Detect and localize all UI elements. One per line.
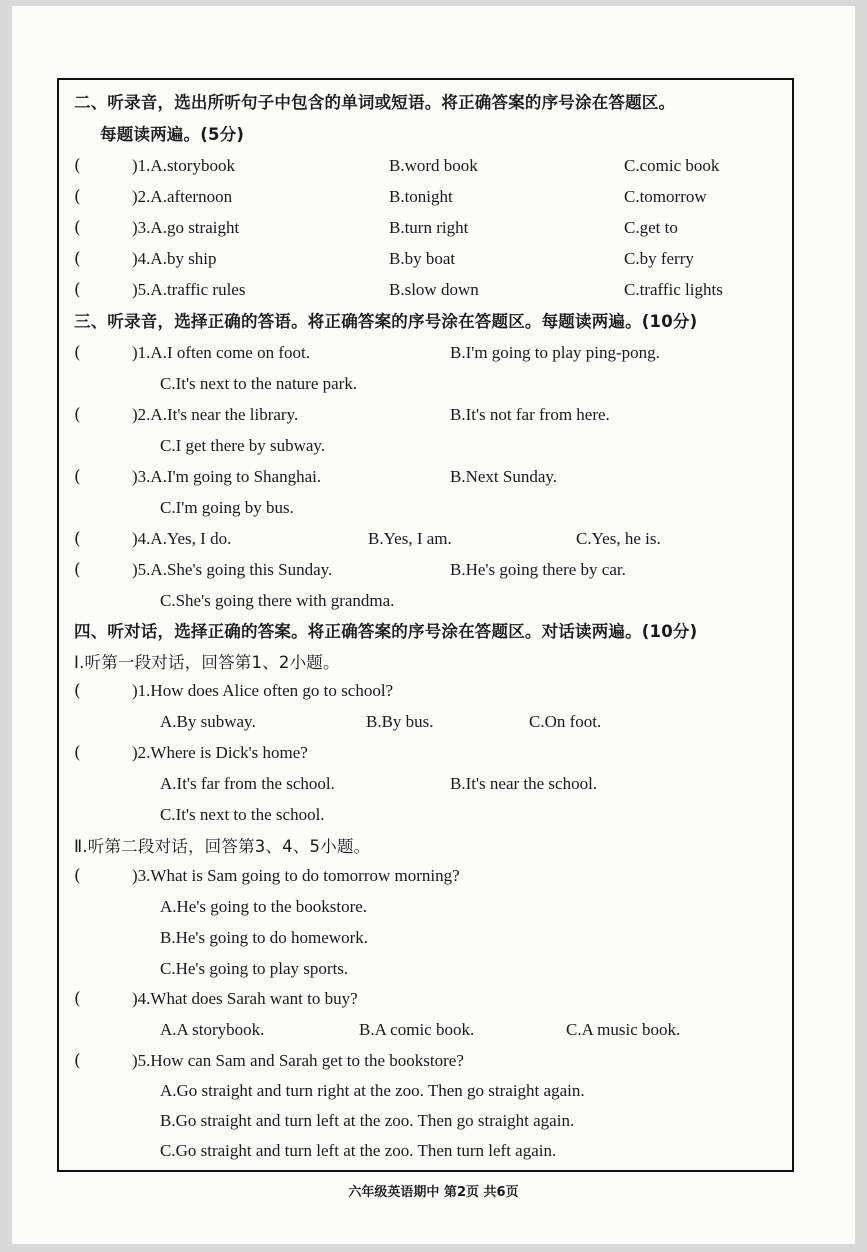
s4-q2-c: C.It's next to the school.: [160, 805, 325, 824]
s3-q4-a: )4.A.Yes, I do.: [132, 529, 232, 548]
page-footer: 六年级英语期中 第2页 共6页: [348, 1185, 519, 1200]
s4-q2-b: B.It's near the school.: [450, 774, 598, 793]
section4-part1: Ⅰ.听第一段对话，回答第1、2小题。: [74, 653, 340, 672]
s2-q3-b: B.turn right: [389, 218, 469, 237]
section2-title: 二、听录音，选出所听句子中包含的单词或短语。将正确答案的序号涂在答题区。: [74, 93, 676, 112]
s2-q5-c: C.traffic lights: [624, 280, 723, 299]
s3-q2-a: )2.A.It's near the library.: [132, 405, 299, 424]
answer-paren: (: [74, 467, 81, 487]
s2-q2-b: B.tonight: [389, 187, 453, 206]
answer-paren: (: [74, 187, 81, 207]
s3-q3-a: )3.A.I'm going to Shanghai.: [132, 467, 322, 486]
s4-q2-question: )2.Where is Dick's home?: [132, 743, 308, 762]
s4-q2-a: A.It's far from the school.: [160, 774, 335, 793]
answer-paren: (: [74, 343, 81, 363]
answer-paren: (: [74, 218, 81, 238]
s4-q1-b: B.By bus.: [366, 712, 434, 731]
answer-paren: (: [74, 156, 81, 176]
s3-q1-b: B.I'm going to play ping-pong.: [450, 343, 660, 362]
answer-paren: (: [74, 743, 81, 763]
s3-q2-c: C.I get there by subway.: [160, 436, 326, 455]
s2-q2-c: C.tomorrow: [624, 187, 707, 206]
s2-q4-c: C.by ferry: [624, 249, 694, 268]
s4-q5-question: )5.How can Sam and Sarah get to the bookstore?: [132, 1051, 464, 1070]
answer-paren: (: [74, 681, 81, 701]
answer-paren: (: [74, 560, 81, 580]
answer-paren: (: [74, 1051, 81, 1071]
s4-q3-question: )3.What is Sam going to do tomorrow morning?: [132, 866, 460, 885]
s4-q5-b: B.Go straight and turn left at the zoo. Then go straight again.: [160, 1111, 575, 1130]
s2-q1-c: C.comic book: [624, 156, 720, 175]
s3-q1-c: C.It's next to the nature park.: [160, 374, 358, 393]
section4-title: 四、听对话，选择正确的答案。将正确答案的序号涂在答题区。对话读两遍。(10分): [74, 622, 698, 641]
s4-q3-c: C.He's going to play sports.: [160, 959, 349, 978]
answer-paren: (: [74, 866, 81, 886]
s2-q5-a: )5.A.traffic rules: [132, 280, 246, 299]
s4-q4-b: B.A comic book.: [359, 1020, 475, 1039]
section2-title-cont: 每题读两遍。(5分): [100, 125, 245, 144]
s2-q3-a: )3.A.go straight: [132, 218, 240, 237]
answer-paren: (: [74, 529, 81, 549]
s2-q3-c: C.get to: [624, 218, 678, 237]
s4-q1-question: )1.How does Alice often go to school?: [132, 681, 394, 700]
s3-q3-b: B.Next Sunday.: [450, 467, 558, 486]
section3-title: 三、听录音，选择正确的答语。将正确答案的序号涂在答题区。每题读两遍。(10分): [74, 312, 698, 331]
s4-q3-a: A.He's going to the bookstore.: [160, 897, 368, 916]
s3-q4-b: B.Yes, I am.: [368, 529, 452, 548]
answer-paren: (: [74, 249, 81, 269]
s2-q1-b: B.word book: [389, 156, 478, 175]
s3-q5-c: C.She's going there with grandma.: [160, 591, 395, 610]
s4-q3-b: B.He's going to do homework.: [160, 928, 368, 947]
section4-part2: Ⅱ.听第二段对话，回答第3、4、5小题。: [74, 837, 371, 856]
s2-q5-b: B.slow down: [389, 280, 479, 299]
answer-paren: (: [74, 989, 81, 1009]
s4-q5-c: C.Go straight and turn left at the zoo. Then turn left again.: [160, 1141, 557, 1160]
answer-paren: (: [74, 280, 81, 300]
s3-q5-b: B.He's going there by car.: [450, 560, 626, 579]
answer-paren: (: [74, 405, 81, 425]
s4-q4-a: A.A storybook.: [160, 1020, 265, 1039]
s3-q1-a: )1.A.I often come on foot.: [132, 343, 310, 362]
s4-q1-c: C.On foot.: [529, 712, 602, 731]
s2-q4-a: )4.A.by ship: [132, 249, 217, 268]
s3-q2-b: B.It's not far from here.: [450, 405, 610, 424]
s3-q3-c: C.I'm going by bus.: [160, 498, 294, 517]
s2-q4-b: B.by boat: [389, 249, 456, 268]
s4-q4-question: )4.What does Sarah want to buy?: [132, 989, 358, 1008]
s3-q4-c: C.Yes, he is.: [576, 529, 661, 548]
s2-q1-a: )1.A.storybook: [132, 156, 235, 175]
s3-q5-a: )5.A.She's going this Sunday.: [132, 560, 333, 579]
s4-q4-c: C.A music book.: [566, 1020, 681, 1039]
s2-q2-a: )2.A.afternoon: [132, 187, 233, 206]
s4-q5-a: A.Go straight and turn right at the zoo. Then go straight again.: [160, 1081, 585, 1100]
s4-q1-a: A.By subway.: [160, 712, 256, 731]
